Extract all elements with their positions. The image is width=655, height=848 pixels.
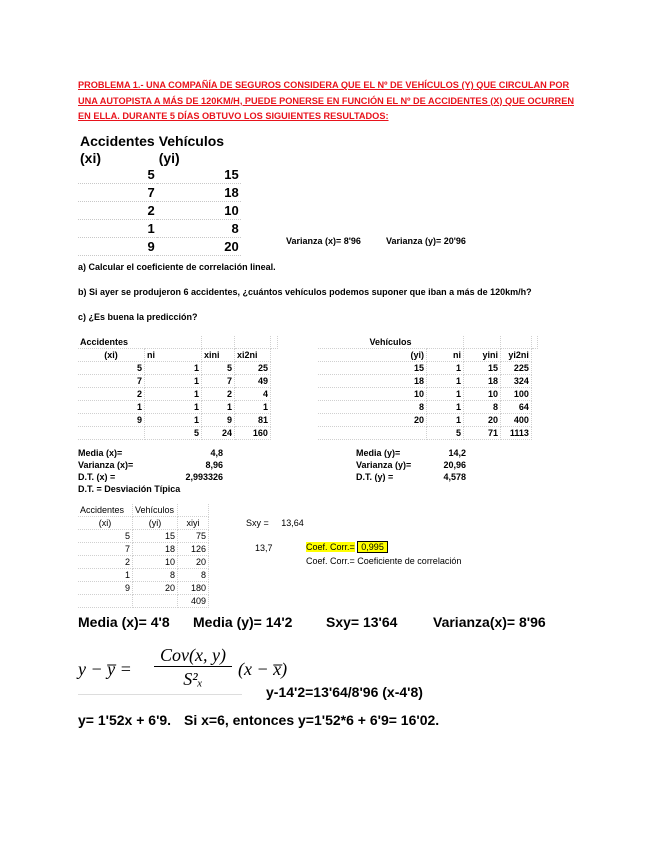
stat-label: Media (y)= — [356, 448, 401, 458]
question-b: b) Si ayer se produjeron 6 accidentes, ¿cuántos vehículos podemos suponer que iban a más de 120km/h? — [78, 287, 532, 297]
stat-value: 14,2 — [448, 448, 466, 458]
formula-rhs: (x − x̅) — [238, 659, 288, 679]
equation-3: Si x=6, entonces y=1'52*6 + 6'9= 16'02. — [184, 712, 440, 728]
corr-label: Coef. Corr.= — [306, 542, 355, 552]
cell: 324 — [501, 375, 532, 388]
cell: 180 — [178, 582, 209, 595]
cell: 126 — [178, 543, 209, 556]
formula-denominator: S²ₓ — [183, 669, 203, 689]
cell: 2 — [78, 388, 145, 401]
regression-formula — [78, 645, 288, 695]
ty-h1: Vehículos — [318, 336, 464, 349]
tx-h5: xi2ni — [235, 349, 271, 362]
cell: 225 — [501, 362, 532, 375]
equation-1: y-14'2=13'64/8'96 (x-4'8) — [266, 684, 423, 700]
stat-value: 20,96 — [443, 460, 466, 470]
equation-2: y= 1'52x + 6'9. — [78, 712, 172, 728]
cell: 15 — [133, 530, 178, 543]
cell: 9 — [78, 582, 133, 595]
stat-value: 4,578 — [443, 472, 466, 482]
cell: 8 — [318, 401, 427, 414]
ty-h4: yini — [464, 349, 501, 362]
stats-x — [78, 448, 223, 496]
cell: 71 — [464, 427, 501, 440]
cell: 75 — [178, 530, 209, 543]
cell — [78, 427, 145, 440]
cell: 1 — [145, 401, 202, 414]
tx-h4: xini — [202, 349, 235, 362]
cell: 1 — [145, 375, 202, 388]
cell: 8 — [157, 220, 241, 238]
cell: 1 — [427, 362, 464, 375]
cell: 10 — [133, 556, 178, 569]
header-xi: (xi) — [80, 149, 101, 166]
header-vehiculos: Vehículos — [158, 132, 225, 149]
cell: 2 — [78, 556, 133, 569]
cell: 1 — [145, 362, 202, 375]
summary-var-x: Varianza(x)= 8'96 — [433, 614, 546, 630]
cell: 1 — [235, 401, 271, 414]
cell: 49 — [235, 375, 271, 388]
cell: 9 — [78, 238, 157, 256]
cell: 20 — [157, 238, 241, 256]
question-a: a) Calcular el coeficiente de correlación lineal. — [78, 262, 276, 272]
cell: 1 — [145, 414, 202, 427]
txy-h3: (xi) — [78, 517, 133, 530]
stat-value: 2,993326 — [185, 472, 223, 482]
cell: 20 — [178, 556, 209, 569]
stat-note: D.T. = Desviación Típica — [78, 484, 181, 494]
sxy-label: Sxy = — [246, 518, 269, 528]
corr-box — [306, 542, 388, 552]
data-table — [78, 132, 248, 256]
cell: 64 — [501, 401, 532, 414]
stat-label: Varianza (x)= — [78, 460, 134, 470]
cell: 5 — [78, 530, 133, 543]
mid-value: 13,7 — [255, 543, 273, 553]
cell: 15 — [157, 166, 241, 184]
sxy-value: 13,64 — [281, 518, 304, 528]
stat-value: 8,96 — [205, 460, 223, 470]
problem-title: PROBLEMA 1.- UNA COMPAÑÍA DE SEGUROS CONSIDERA QUE EL Nº DE VEHÍCULOS (Y) QUE CIRCULAN POR UNA AUTOPISTA A MÁS DE 120KM/H, PUEDE PONERSE EN FUNCIÓN EL Nº DE ACCIDENTES (X) QUE OCURREN EN ELLA. DURANTE 5 DÍAS OBTUVO LOS SIGUIENTES RESULTADOS: — [78, 80, 574, 121]
cell: 5 — [427, 427, 464, 440]
cell — [78, 595, 133, 608]
cell: 8 — [464, 401, 501, 414]
cell — [133, 595, 178, 608]
stat-value: 4,8 — [210, 448, 223, 458]
formula-numerator: Cov(x, y) — [154, 645, 232, 667]
txy-h5: xiyi — [178, 517, 209, 530]
cell: 1 — [78, 401, 145, 414]
cell: 25 — [235, 362, 271, 375]
stat-label: D.T. (y) = — [356, 472, 394, 482]
cell: 1 — [202, 401, 235, 414]
question-c: c) ¿Es buena la predicción? — [78, 312, 198, 322]
cell: 160 — [235, 427, 271, 440]
cell: 15 — [318, 362, 427, 375]
tx-h1: Accidentes — [78, 336, 202, 349]
header-yi: (yi) — [158, 149, 180, 166]
table-y — [318, 336, 538, 440]
cell: 20 — [464, 414, 501, 427]
cell: 9 — [202, 414, 235, 427]
variance-x: Varianza (x)= 8'96 — [286, 236, 361, 246]
table-xy — [78, 504, 209, 608]
summary-sxy: Sxy= 13'64 — [326, 614, 398, 630]
txy-h2: Vehículos — [133, 504, 178, 517]
cell: 409 — [178, 595, 209, 608]
cell: 7 — [78, 184, 157, 202]
formula-lhs: y − y̅ = — [78, 659, 132, 679]
cell: 100 — [501, 388, 532, 401]
cell: 2 — [202, 388, 235, 401]
cell: 400 — [501, 414, 532, 427]
cell: 4 — [235, 388, 271, 401]
cell: 15 — [464, 362, 501, 375]
stat-label: D.T. (x) = — [78, 472, 116, 482]
cell: 2 — [78, 202, 157, 220]
cell: 9 — [78, 414, 145, 427]
cell: 18 — [157, 184, 241, 202]
variance-y: Varianza (y)= 20'96 — [386, 236, 466, 246]
stat-label: Media (x)= — [78, 448, 123, 458]
ty-h5: yi2ni — [501, 349, 532, 362]
cell: 10 — [318, 388, 427, 401]
cell: 7 — [202, 375, 235, 388]
cell: 1 — [427, 401, 464, 414]
cell: 8 — [178, 569, 209, 582]
cell: 1 — [78, 569, 133, 582]
cell: 20 — [318, 414, 427, 427]
cell: 7 — [78, 375, 145, 388]
cell: 5 — [145, 427, 202, 440]
ty-h3: ni — [427, 349, 464, 362]
corr-value: 0,995 — [357, 541, 388, 553]
cell: 10 — [157, 202, 241, 220]
cell: 1 — [427, 375, 464, 388]
table-x — [78, 336, 278, 440]
summary-mean-x: Media (x)= 4'8 — [78, 614, 170, 630]
cell: 18 — [464, 375, 501, 388]
cell: 8 — [133, 569, 178, 582]
stats-y — [356, 448, 466, 484]
cell: 7 — [78, 543, 133, 556]
ty-h2: (yi) — [318, 349, 427, 362]
formula-underline — [78, 694, 242, 695]
cell: 1 — [427, 388, 464, 401]
cell: 5 — [78, 362, 145, 375]
cell: 5 — [202, 362, 235, 375]
cell: 81 — [235, 414, 271, 427]
sxy — [246, 518, 304, 528]
corr-note: Coef. Corr.= Coeficiente de correlación — [306, 556, 462, 566]
cell: 20 — [133, 582, 178, 595]
cell: 18 — [318, 375, 427, 388]
cell: 1113 — [501, 427, 532, 440]
cell: 1 — [145, 388, 202, 401]
cell: 1 — [427, 414, 464, 427]
cell: 1 — [78, 220, 157, 238]
cell: 18 — [133, 543, 178, 556]
txy-h4: (yi) — [133, 517, 178, 530]
tx-h2: (xi) — [78, 349, 145, 362]
cell — [318, 427, 427, 440]
txy-h1: Accidentes — [78, 504, 133, 517]
cell: 5 — [78, 166, 157, 184]
stat-label: Varianza (y)= — [356, 460, 412, 470]
cell: 24 — [202, 427, 235, 440]
header-accidentes: Accidentes — [80, 132, 155, 149]
cell: 10 — [464, 388, 501, 401]
summary-mean-y: Media (y)= 14'2 — [193, 614, 293, 630]
tx-h3: ni — [145, 349, 202, 362]
